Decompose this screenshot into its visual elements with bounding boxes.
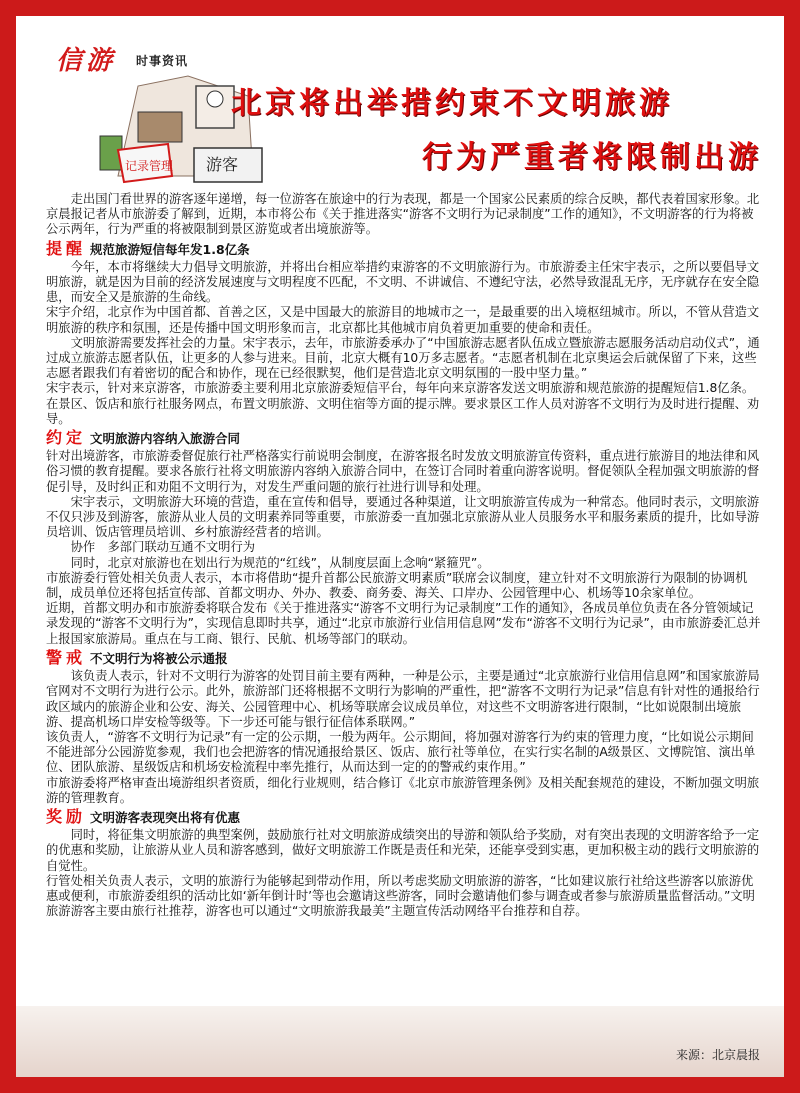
- section-subtitle: 规范旅游短信每年发1.8亿条: [90, 241, 250, 257]
- sign-tourist: 游客: [206, 155, 239, 174]
- section-heading-reward: [46, 806, 762, 826]
- section-heading-remind: [46, 238, 762, 258]
- paragraph: 同时，北京对旅游也在划出行为规范的“红线”，从制度层面上念响“紧箍咒”。: [70, 555, 490, 570]
- background-cityscape: [16, 1006, 784, 1077]
- headline-line-1: 北京将出举措约束不文明旅游: [231, 86, 673, 121]
- page-frame: [16, 16, 784, 1077]
- section-subtitle: 不文明行为将被公示通报: [90, 650, 228, 666]
- sign-record-management: 记录管理: [125, 159, 174, 173]
- subheading-cooperation: 协作 多部门联动互通不文明行为: [70, 540, 256, 555]
- paragraph: 文明旅游需要发挥社会的力量。宋宇表示，去年，市旅游委承办了“中国旅游志愿者队伍成立暨旅游志愿服务活动启动仪式”，通过成立旅游志愿者队伍，让更多的人参与进来。目前，北京大概有10万多志愿者。“志愿者机制在北京奥运会后就保留了下来，这些志愿者跟我们有着密切的配合和协作，现在已经很默契，他们是营造北京文明氛围的一股中坚力量。”: [46, 335, 760, 381]
- paragraph: 今年，本市将继续大力倡导文明旅游，并将出台相应举措约束游客的不文明旅游行为。市旅游委主任宋宇表示，之所以要倡导文明旅游，就是因为目前的经济发展速度与文明程度不匹配，不文明、不讲诚信、不遵纪守法，必然导致混乱无序，无序就存在安全隐患，而安全又是旅游的生命线。: [46, 259, 760, 305]
- source-credit: 来源：北京晨报: [675, 1048, 760, 1062]
- paragraph: 宋宇介绍，北京作为中国首都、首善之区，又是中国最大的旅游目的地城市之一，是最重要的出入境枢纽城市。所以，不管从营造文明旅游的秩序和氛围，还是传播中国文明形象而言，北京都比其他城市肩负着更加重要的使命和责任。: [46, 305, 760, 335]
- section-keyword: 提醒: [46, 238, 87, 258]
- section-heading-agreement: [46, 430, 762, 447]
- paragraph: 同时，将征集文明旅游的典型案例，鼓励旅行社对文明旅游成绩突出的导游和领队给予奖励，对有突出表现的文明游客给予一定的优惠和奖励，让旅游从业人员和游客感到，做好文明旅游工作既是责任和光荣，还能享受到实惠，更加积极主动的践行文明旅游的自觉性。: [46, 828, 760, 873]
- paragraph: 近期，首都文明办和市旅游委将联合发布《关于推进落实“游客不文明行为记录制度”工作的通知》，各成员单位负责在各分管领域记录发现的“游客不文明行为”，实现信息即时共享，通过“北京市旅游行业信用信息网”发布“游客不文明行为记录”，由市旅游委汇总并上报国家旅游局。重点在与工商、银行、民航、机场等部门的联动。: [46, 601, 761, 646]
- section-keyword: 奖励: [46, 806, 87, 826]
- paragraph: 宋宇表示，文明旅游大环境的营造，重在宣传和倡导，要通过各种渠道，让文明旅游宣传成为一种常态。他同时表示，文明旅游不仅只涉及到游客，旅游从业人员的文明素养同等重要，市旅游委一直加强北京旅游从业人员服务水平和服务素质的提升，比如导游员培训、饭店管理员培训、乡村旅游经营者的培训。: [46, 494, 760, 540]
- brand-subtitle: 时事资讯: [136, 54, 189, 68]
- section-subtitle: 文明游客表现突出将有优惠: [90, 809, 241, 825]
- intro-paragraph: 走出国门看世界的游客逐年递增，每一位游客在旅途中的行为表现，都是一个国家公民素质的综合反映，都代表着国家形象。北京晨报记者从市旅游委了解到，近期，本市将公布《关于推进落实“游客不文明行为记录制度”工作的通知》，不文明游客的行为将被公示两年，行为严重的将被限制到景区游览或者出境旅游等。: [46, 192, 760, 237]
- paragraph: 市旅游委将严格审查出境游组织者资质，细化行业规则，结合修订《北京市旅游管理条例》及相关配套规范的建设，不断加强文明旅游的管理教育。: [46, 775, 760, 805]
- paragraph: 市旅游委行管处相关负责人表示，本市将借助“提升首都公民旅游文明素质”联席会议制度，建立针对不文明旅游行为限制的协调机制，成员单位还将包括宣传部、首都文明办、外办、教委、商务委、海关、口岸办、公园管理中心、机场等10余家单位。: [46, 570, 748, 601]
- section-keyword: 约定: [46, 428, 87, 448]
- paragraph: 针对出境游客，市旅游委督促旅行社严格落实行前说明会制度，在游客报名时发放文明旅游宣传资料，重点进行旅游目的地法律和风俗习惯的教育提醒。要求各旅行社将文明旅游内容纳入旅游合同中，在签订合同时着重向游客说明。督促领队全程加强文明旅游的督促引导，及时纠正和劝阻不文明行为，对发生严重问题的旅行社进行训导和处理。: [46, 449, 760, 494]
- paragraph: 行管处相关负责人表示，文明的旅游行为能够起到带动作用，所以考虑奖励文明旅游的游客，“比如建议旅行社给这些游客以旅游优惠或便利，市旅游委组织的活动比如‘新年倒计时’等也会邀请这些游客，同时会邀请他们参与调查或者参与旅游质量监督活动。”文明旅游游客主要由旅行社推荐，游客也可以通过“文明旅游我最美”主题宣传活动网络平台推荐和自荐。: [46, 873, 755, 919]
- headline-line-2: 行为严重者将限制出游: [422, 140, 762, 175]
- section-subtitle: 文明旅游内容纳入旅游合同: [90, 431, 241, 447]
- header: [16, 16, 784, 192]
- paragraph: 该负责人，“游客不文明行为记录”有一定的公示期，一般为两年。公示期间，将加强对游客行为约束的管理力度，“比如说公示期间不能进部分公园游览参观，我们也会把游客的情况通报给景区、饭店、旅行社等单位，在实行实名制的A级景区、文博院馆、演出单位、团队旅游、星级饭店和机场安检流程中率先推行，从而达到一定的的警戒约束作用。”: [46, 729, 756, 775]
- section-keyword: 警戒: [46, 647, 87, 667]
- paragraph: 宋宇表示，针对来京游客，市旅游委主要利用北京旅游委短信平台，每年向来京游客发送文明旅游和规范旅游的提醒短信1.8亿条。在景区、饭店和旅行社服务网点，布置文明旅游、文明住宿等方面的提示牌。要求景区工作人员对游客不文明行为及时进行提醒、劝导。: [46, 381, 760, 426]
- brand-logo: 信游: [56, 46, 117, 76]
- section-heading-warning: [46, 647, 762, 667]
- paragraph: 该负责人表示，针对不文明行为游客的处罚目前主要有两种，一种是公示，主要是通过“北京旅游行业信用信息网”和国家旅游局官网对不文明行为进行公示。此外，旅游部门还将根据不文明行为影响的严重性，把“游客不文明行为记录”信息有针对性的通报给行政区域内的旅游企业和公安、海关、公园管理中心、机场等联席会议成员单位，对这些不文明游客进行限制，“比如说限制出境旅游、提高机场口岸安检等级等。下一步还可能与银行征信体系联网。”: [46, 669, 760, 729]
- article-body: [46, 192, 762, 919]
